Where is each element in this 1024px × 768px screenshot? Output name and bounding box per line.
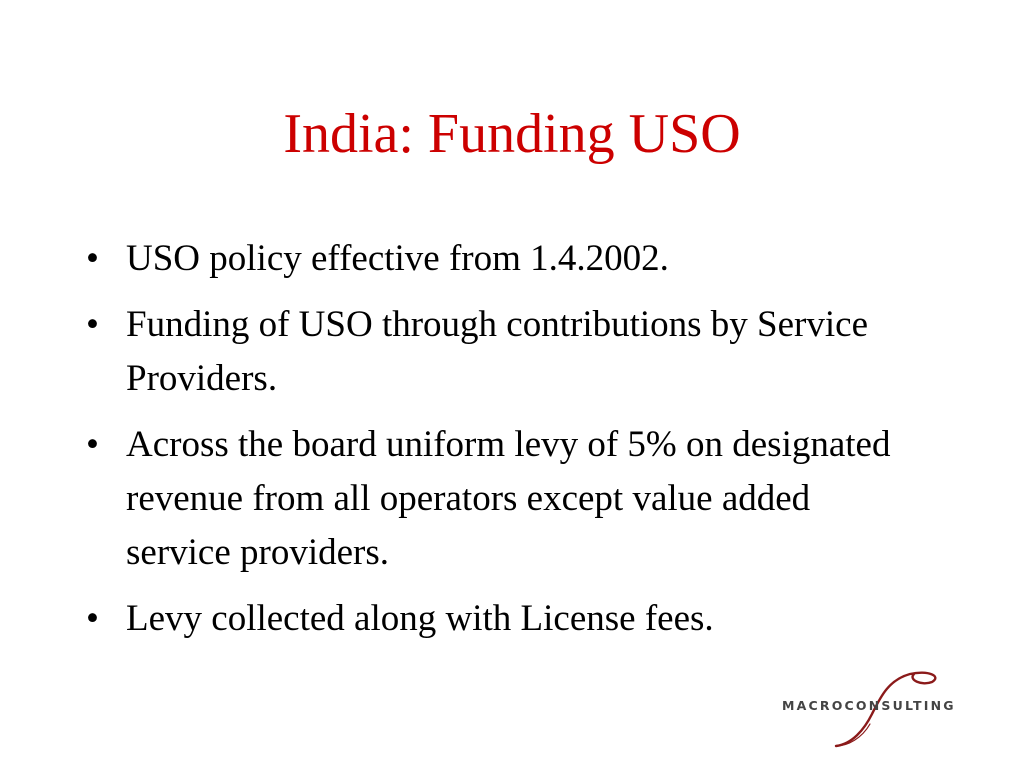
bullet-text: USO policy effective from 1.4.2002.: [126, 238, 669, 279]
bullet-marker: •: [86, 238, 99, 279]
bullet-marker: •: [86, 598, 99, 639]
bullet-item: [86, 232, 906, 286]
bullet-marker: •: [86, 424, 99, 465]
logo-text: MACROCONSULTING: [782, 698, 956, 713]
bullet-item: [86, 298, 906, 406]
bullet-text: Across the board uniform levy of 5% on designated revenue from all operators except value added service providers.: [126, 424, 891, 573]
bullet-marker: •: [86, 304, 99, 345]
bullet-text: Funding of USO through contributions by Service Providers.: [126, 304, 869, 399]
macroconsulting-logo: [782, 668, 998, 750]
bullet-item: [86, 592, 906, 646]
bullet-list: [86, 232, 906, 658]
bullet-item: [86, 418, 906, 580]
slide-title: India: Funding USO: [283, 103, 741, 165]
bullet-text: Levy collected along with License fees.: [126, 598, 714, 639]
